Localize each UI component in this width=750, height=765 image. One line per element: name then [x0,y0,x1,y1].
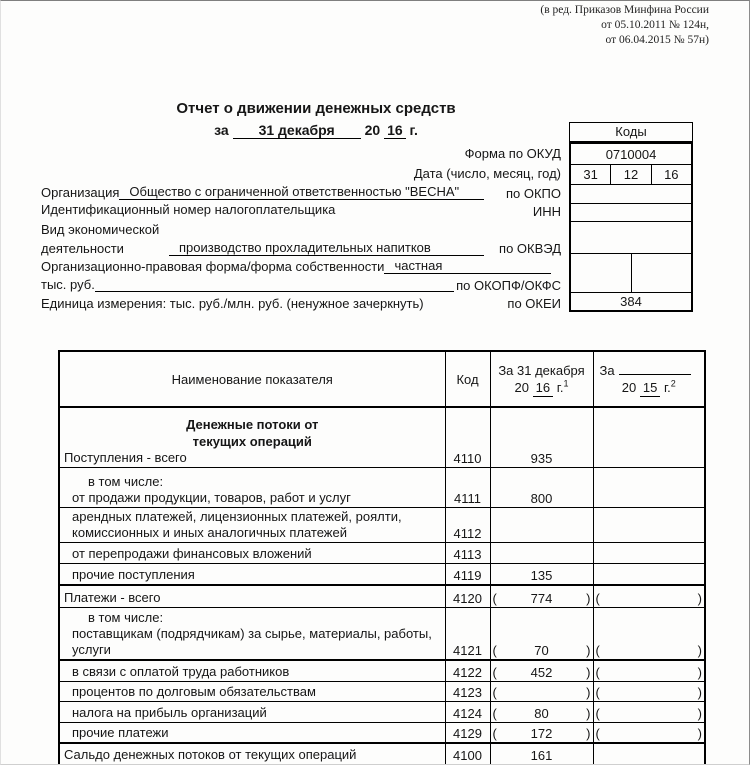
okved-label: по ОКВЭД [499,241,561,256]
okei-code-cell: 384 [571,292,691,310]
period1-value [490,542,593,563]
date-day-cell: 31 [583,167,598,182]
period1-value [490,563,593,585]
close-paren: ) [697,706,702,721]
period1-value [490,723,593,743]
organization-value: Общество с ограниченной ответственностью "ВЕСНА" [119,184,484,200]
table-row [59,407,705,467]
section-heading: текущих операций [192,433,312,449]
okud-code-cell: 0710004 [605,146,657,162]
row-code: 4123 [445,682,490,702]
okud-label: Форма по ОКУД [464,146,561,161]
row-indicator-cell [59,743,445,765]
amount: 172 [530,725,553,741]
period1-suffix: г. [556,379,564,395]
period1-value [490,607,593,660]
period2-value [593,702,705,723]
row-label: Платежи - всего [64,589,161,605]
period2-year: 15 [640,379,660,397]
row-indicator-cell [59,723,445,743]
organization-label: Организация [41,185,120,200]
table-row [59,507,705,542]
period2-value [593,407,705,467]
period1-year: 16 [533,379,553,397]
legal-form-label: Организационно-правовая форма/форма собственности [41,259,385,274]
amendment-line: от 06.04.2015 № 57н) [605,34,709,46]
close-paren: ) [586,642,591,658]
table-row [59,723,705,743]
close-paren: ) [697,665,702,680]
table-row [59,467,705,507]
amount: 452 [530,665,553,680]
period2-caption: За [599,362,615,378]
report-year-value: 16 [384,122,406,139]
row-sublabel: в том числе: [88,473,164,489]
period1-value [490,467,593,507]
date-year-cell: 16 [651,165,691,184]
organization-line [41,184,484,200]
row-indicator-cell [59,507,445,542]
amount: 774 [530,590,553,606]
open-paren: ( [595,642,600,658]
period2-suffix: г. [663,379,671,395]
okfs-code-cell [631,254,692,292]
table-row [59,585,705,607]
row-indicator-cell [59,407,445,467]
period2-value [593,743,705,765]
open-paren: ( [595,725,600,741]
period2-value [593,682,705,702]
amount: 80 [534,706,549,721]
row-code: 4100 [445,743,490,765]
amendment-note [540,3,709,48]
row-code: 4122 [445,660,490,682]
section-heading: Денежные потоки от [186,416,319,432]
period1-century: 20 [514,379,529,395]
period2-value [593,507,705,542]
okopf-label: по ОКОПФ/ОКФС [456,278,561,293]
open-paren: ( [595,665,600,680]
activity-label-line1 [41,222,159,237]
report-title: Отчет о движении денежных средств [176,100,456,117]
open-paren: ( [492,685,497,700]
row-indicator-cell [59,702,445,723]
amount: 135 [530,568,553,583]
amount: 800 [530,490,553,506]
tys-rub-blank [95,291,454,292]
okei-label: по ОКЕИ [507,296,561,311]
table-row [59,542,705,563]
period2-blank [619,362,691,375]
open-paren: ( [492,590,497,606]
row-label: в связи с оплатой труда работников [72,664,290,679]
period2-value [593,467,705,507]
row-sublabel: в том числе: [88,609,164,625]
period1-footnote-mark: 1 [563,378,569,389]
activity-label2: деятельности [41,241,124,256]
report-date-prefix: за [214,122,229,138]
date-code-row [571,164,691,184]
row-code: 4110 [445,407,490,467]
row-label: Сальдо денежных потоков от текущих операций [64,746,357,762]
period1-value [490,743,593,765]
report-year-suffix: г. [409,122,418,138]
period1-value [490,682,593,702]
open-paren: ( [492,706,497,721]
close-paren: ) [697,725,702,741]
amount: 70 [534,642,549,658]
open-paren: ( [595,590,600,606]
row-code: 4113 [445,542,490,563]
row-label: от продажи продукции, товаров, работ и услуг [72,489,351,505]
column-header-period1 [490,351,593,407]
close-paren: ) [697,642,702,658]
table-row [59,682,705,702]
amount: 161 [530,747,553,763]
table-row [59,743,705,765]
open-paren: ( [595,685,600,700]
period1-value [490,407,593,467]
unit-text: Единица измерения: тыс. руб./млн. руб. (ненужное зачеркнуть) [41,296,424,311]
row-label: прочие платежи [72,724,169,740]
period2-value [593,563,705,585]
row-code: 4119 [445,563,490,585]
close-paren: ) [586,725,591,741]
okopf-code-cell [571,254,631,292]
table-row [59,563,705,585]
close-paren: ) [586,685,591,700]
tys-rub-label: тыс. руб. [41,277,95,292]
period2-value [593,660,705,682]
table-row [59,702,705,723]
date-label: Дата (число, месяц, год) [413,166,561,181]
unit-line [41,296,424,311]
report-year-century: 20 [364,122,381,138]
activity-line [41,240,484,256]
row-code: 4129 [445,723,490,743]
period2-value [593,723,705,743]
open-paren: ( [492,642,497,658]
period1-value [490,585,593,607]
column-header-name: Наименование показателя [59,351,445,407]
inn-text-line [41,202,335,217]
open-paren: ( [492,665,497,680]
row-label: прочие поступления [72,567,195,582]
period1-value [490,507,593,542]
row-indicator-cell [59,467,445,507]
period2-footnote-mark: 2 [670,378,676,389]
close-paren: ) [586,590,591,606]
row-code: 4111 [445,467,490,507]
row-indicator-cell [59,682,445,702]
row-label: арендных платежей, лицензионных платежей, роялти, комиссионных и иных аналогичных платежей [72,508,402,540]
table-header-row [59,351,705,407]
okpo-code-cell [571,184,691,203]
okved-code-cell [571,221,691,253]
period1-caption: За 31 декабря [498,362,585,378]
column-header-period2 [593,351,705,407]
tys-rub-line [41,277,454,292]
row-code: 4112 [445,507,490,542]
codes-header-cell: Коды [569,122,693,142]
cash-flow-table [58,350,706,765]
row-code: 4124 [445,702,490,723]
column-header-code: Код [445,351,490,407]
okopf-okfs-code-row [571,253,691,292]
inn-text: Идентификационный номер налогоплательщика [41,202,336,217]
legal-form-value: частная [384,258,551,274]
row-indicator-cell [59,542,445,563]
open-paren: ( [595,706,600,721]
open-paren: ( [492,725,497,741]
amount: 935 [530,450,553,466]
row-code: 4121 [445,607,490,660]
amendment-line: от 05.10.2011 № 124н, [601,19,709,31]
close-paren: ) [586,665,591,680]
report-date-value: 31 декабря [233,122,361,139]
row-label: процентов по долговым обязательствам [72,684,316,699]
activity-value: производство прохладительных напитков [169,240,484,256]
row-label: поставщикам (подрядчикам) за сырье, материалы, работы, услуги [72,625,432,657]
row-indicator-cell [59,660,445,682]
period2-value [593,607,705,660]
okpo-label: по ОКПО [505,186,561,201]
period1-value [490,702,593,723]
close-paren: ) [586,706,591,721]
amendment-line: (в ред. Приказов Минфина России [540,4,709,16]
inn-label: ИНН [532,204,561,219]
row-indicator-cell [59,563,445,585]
period1-value [490,660,593,682]
row-label: от перепродажи финансовых вложений [72,545,312,561]
row-indicator-cell [59,585,445,607]
period2-century: 20 [621,379,637,395]
period2-value [593,542,705,563]
close-paren: ) [697,685,702,700]
row-label: Поступления - всего [64,449,187,465]
row-code: 4120 [445,585,490,607]
report-date-line [61,122,571,139]
legal-form-line [41,258,551,274]
close-paren: ) [697,590,702,606]
inn-code-cell [571,203,691,221]
row-indicator-cell [59,607,445,660]
period2-value [593,585,705,607]
table-row [59,607,705,660]
activity-label: Вид экономической [41,222,160,237]
date-month-cell: 12 [610,165,650,184]
row-label: налога на прибыль организаций [72,705,267,720]
table-row [59,660,705,682]
codes-table [569,142,693,312]
